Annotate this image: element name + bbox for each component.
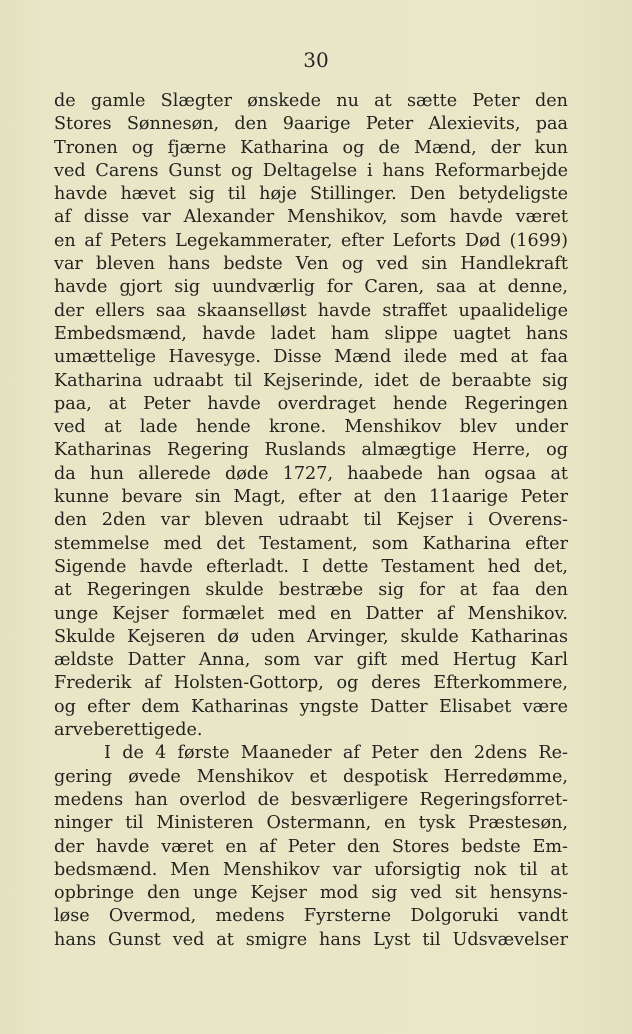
text-line: havde gjort sig uundværlig for Caren, saa at denne, xyxy=(54,277,568,298)
text-line: kunne bevare sin Magt, efter at den 11aarige Peter xyxy=(54,487,568,508)
text-line: ved at lade hende krone. Menshikov blev under xyxy=(54,417,568,438)
text-line: da hun allerede døde 1727, haabede han ogsaa at xyxy=(54,463,568,484)
text-line: havde hævet sig til høje Stillinger. Den betydeligste xyxy=(54,184,568,205)
text-line: Sigende havde efterladt. I dette Testament hed det, xyxy=(54,556,568,577)
page-number: 30 xyxy=(303,48,329,72)
text-line: paa, at Peter havde overdraget hende Regeringen xyxy=(54,393,568,414)
text-line: opbringe den unge Kejser mod sig ved sit hensyns- xyxy=(54,883,568,904)
text-line: de gamle Slægter ønskede nu at sætte Peter den xyxy=(54,91,568,111)
text-line: medens han overlod de besværligere Regeringsforret- xyxy=(54,789,568,810)
text-line: af disse var Alexander Menshikov, som havde været xyxy=(54,207,568,228)
text-line: Katharina udraabt til Kejserinde, idet de beraabte sig xyxy=(54,370,568,391)
paragraph-start-line: I de 4 første Maaneder af Peter den 2dens Re- xyxy=(104,743,568,764)
text-line: Skulde Kejseren dø uden Arvinger, skulde Katharinas xyxy=(54,626,568,647)
text-line: den 2den var bleven udraabt til Kejser i Overens- xyxy=(54,510,568,531)
text-line: der havde været en af Peter den Stores bedste Em- xyxy=(54,836,568,857)
text-line: umættelige Havesyge. Disse Mænd ilede med at faa xyxy=(54,347,568,368)
text-line: Stores Sønnesøn, den 9aarige Peter Alexievits, paa xyxy=(54,114,568,135)
text-line: ninger til Ministeren Ostermann, en tysk Præstesøn, xyxy=(54,813,568,834)
text-line: Tronen og fjærne Katharina og de Mænd, der kun xyxy=(54,137,568,158)
text-line: Katharinas Regering Ruslands almægtige Herre, og xyxy=(54,440,568,461)
text-line: ældste Datter Anna, som var gift med Hertug Karl xyxy=(54,650,568,671)
text-line: løse Overmod, medens Fyrsterne Dolgoruki vandt xyxy=(54,906,568,927)
paragraph-end-line: arveberettigede. xyxy=(54,720,203,741)
body-text xyxy=(54,90,568,952)
text-line: og efter dem Katharinas yngste Datter Elisabet være xyxy=(54,696,568,717)
text-line: unge Kejser formælet med en Datter af Menshikov. xyxy=(54,603,568,624)
text-line: en af Peters Legekammerater, efter Leforts Død (1699) xyxy=(54,230,568,251)
text-line: gering øvede Menshikov et despotisk Herredømme, xyxy=(54,766,568,787)
text-line: der ellers saa skaanselløst havde straffet upaalidelige xyxy=(54,300,568,321)
text-line: at Regeringen skulde bestræbe sig for at faa den xyxy=(54,580,568,601)
text-line: var bleven hans bedste Ven og ved sin Handlekraft xyxy=(54,254,568,275)
text-line: Embedsmænd, havde ladet ham slippe uagtet hans xyxy=(54,323,568,344)
text-line: ved Carens Gunst og Deltagelse i hans Reformarbejde xyxy=(54,160,568,181)
text-line: stemmelse med det Testament, som Katharina efter xyxy=(54,533,568,554)
text-line: Frederik af Holsten-Gottorp, og deres Efterkommere, xyxy=(54,673,568,694)
text-line: bedsmænd. Men Menshikov var uforsigtig nok til at xyxy=(54,859,568,880)
text-line: hans Gunst ved at smigre hans Lyst til Udsvævelser xyxy=(54,929,568,950)
